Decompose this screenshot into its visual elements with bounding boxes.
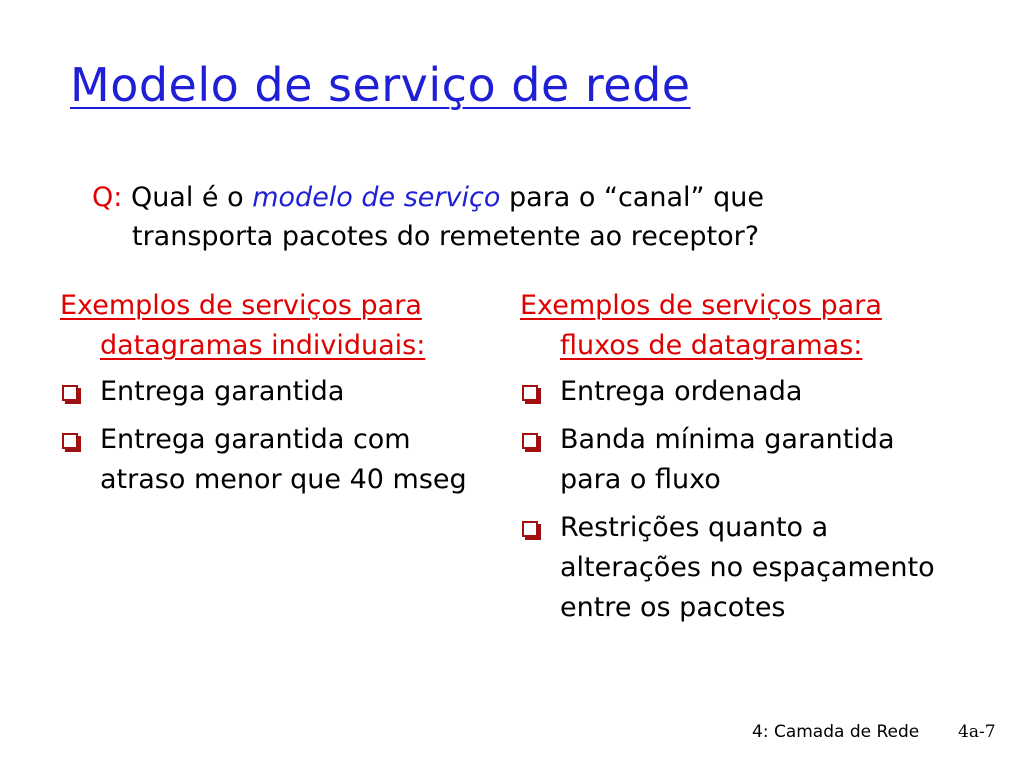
square-bullet-icon xyxy=(522,385,538,401)
slide-title: Modelo de serviço de rede xyxy=(70,58,691,112)
list-item-text: Banda mínima garantida para o fluxo xyxy=(560,424,895,495)
list-item xyxy=(60,372,480,412)
square-bullet-icon xyxy=(522,433,538,449)
list-item-text: Restrições quanto a alterações no espaçamento entre os pacotes xyxy=(560,512,935,623)
left-column-heading: Exemplos de serviços para datagramas individuais: xyxy=(60,290,426,361)
list-item xyxy=(520,372,960,412)
left-bullet-list xyxy=(60,372,480,500)
square-bullet-icon xyxy=(62,433,78,449)
square-bullet-icon xyxy=(62,385,78,401)
question-label: Q: xyxy=(92,182,123,213)
page-number: 4a-7 xyxy=(958,722,996,742)
question-text-pre: Qual é o xyxy=(122,182,253,213)
question-line-2: transporta pacotes do remetente ao receptor? xyxy=(132,221,760,252)
list-item xyxy=(520,508,960,628)
list-item-text: Entrega garantida com atraso menor que 40 mseg xyxy=(100,424,467,495)
question-text-post: para o “canal” que xyxy=(500,182,764,213)
list-item xyxy=(60,420,480,500)
right-column-heading: Exemplos de serviços para fluxos de datagramas: xyxy=(520,290,882,361)
list-item-text: Entrega ordenada xyxy=(560,376,803,407)
slide-footer: 4: Camada de Rede xyxy=(752,722,920,742)
question-emphasis: modelo de serviço xyxy=(252,182,501,213)
question-line-1 xyxy=(92,178,892,217)
list-item-text: Entrega garantida xyxy=(100,376,345,407)
square-bullet-icon xyxy=(522,521,538,537)
question xyxy=(92,178,892,256)
left-column xyxy=(60,286,480,508)
right-column xyxy=(520,286,960,636)
list-item xyxy=(520,420,960,500)
right-bullet-list xyxy=(520,372,960,628)
